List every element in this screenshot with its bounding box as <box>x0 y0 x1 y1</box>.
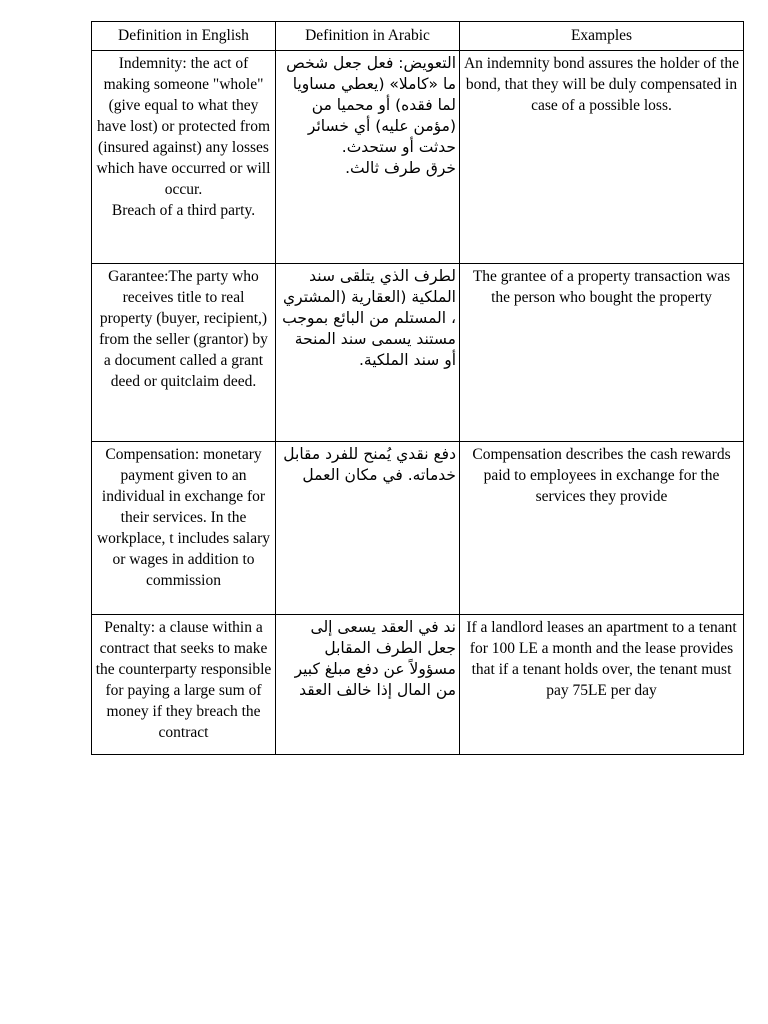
english-definition-extra-text: Breach of a third party. <box>111 202 256 219</box>
arabic-definition-cell <box>276 442 460 615</box>
example-text: The grantee of a property transaction was the person who bought the property <box>472 268 731 306</box>
example-text: If a landlord leases an apartment to a tenant for 100 LE a month and the lease provides that if a tenant holds over, the tenant must pay 75LE per day <box>466 619 737 699</box>
english-definition-text: Garantee:The party who receives title to real property (buyer, recipient,) from the seller (grantor) by a document called a grant deed or quitclaim deed. <box>99 268 268 390</box>
english-definition-cell <box>92 264 276 442</box>
header-arabic-definition: Definition in Arabic <box>276 22 460 51</box>
example-text: An indemnity bond assures the holder of the bond, that they will be duly compensated in case of a possible loss. <box>463 55 740 114</box>
english-definition-text: Penalty: a clause within a contract that seeks to make the counterparty responsible for paying a large sum of money if they breach the contract <box>95 619 272 741</box>
arabic-definition-extra-text: خرق طرف ثالث. <box>345 159 456 177</box>
table-row-compensation <box>92 442 744 615</box>
table-row-indemnity <box>92 51 744 264</box>
english-definition-cell <box>92 442 276 615</box>
example-cell <box>460 615 744 755</box>
arabic-definition-text: التعويض: فعل جعل شخص ما «كاملا» (يعطي مساويا لما فقده) أو محميا من (مؤمن عليه) أي خسائر حدثت أو ستحدث. <box>286 54 456 156</box>
header-examples: Examples <box>460 22 744 51</box>
glossary-table <box>91 21 744 755</box>
arabic-definition-text: ند في العقد يسعى إلى جعل الطرف المقابل مسؤولاً عن دفع مبلغ كبير من المال إذا خالف العقد <box>294 618 456 699</box>
header-english-definition: Definition in English <box>92 22 276 51</box>
english-definition-text: Indemnity: the act of making someone "whole" (give equal to what they have lost) or protected from (insured against) any losses which have occurred or will occur. <box>96 55 271 198</box>
arabic-definition-cell <box>276 264 460 442</box>
arabic-definition-cell <box>276 51 460 264</box>
arabic-definition-text: دفع نقدي يُمنح للفرد مقابل خدماته. في مكان العمل <box>283 445 456 484</box>
english-definition-cell <box>92 51 276 264</box>
english-definition-cell <box>92 615 276 755</box>
example-text: Compensation describes the cash rewards paid to employees in exchange for the services they provide <box>472 446 731 505</box>
table-row-penalty <box>92 615 744 755</box>
table-header-row <box>92 22 744 51</box>
arabic-definition-text: لطرف الذي يتلقى سند الملكية (العقارية (المشتري ، المستلم من البائع بموجب مستند يسمى سند المنحة أو سند الملكية. <box>282 267 456 369</box>
arabic-definition-cell <box>276 615 460 755</box>
example-cell <box>460 264 744 442</box>
example-cell <box>460 51 744 264</box>
english-definition-text: Compensation: monetary payment given to an individual in exchange for their services. In the workplace, t includes salary or wages in addition to commission <box>96 446 271 589</box>
example-cell <box>460 442 744 615</box>
table-row-garantee <box>92 264 744 442</box>
